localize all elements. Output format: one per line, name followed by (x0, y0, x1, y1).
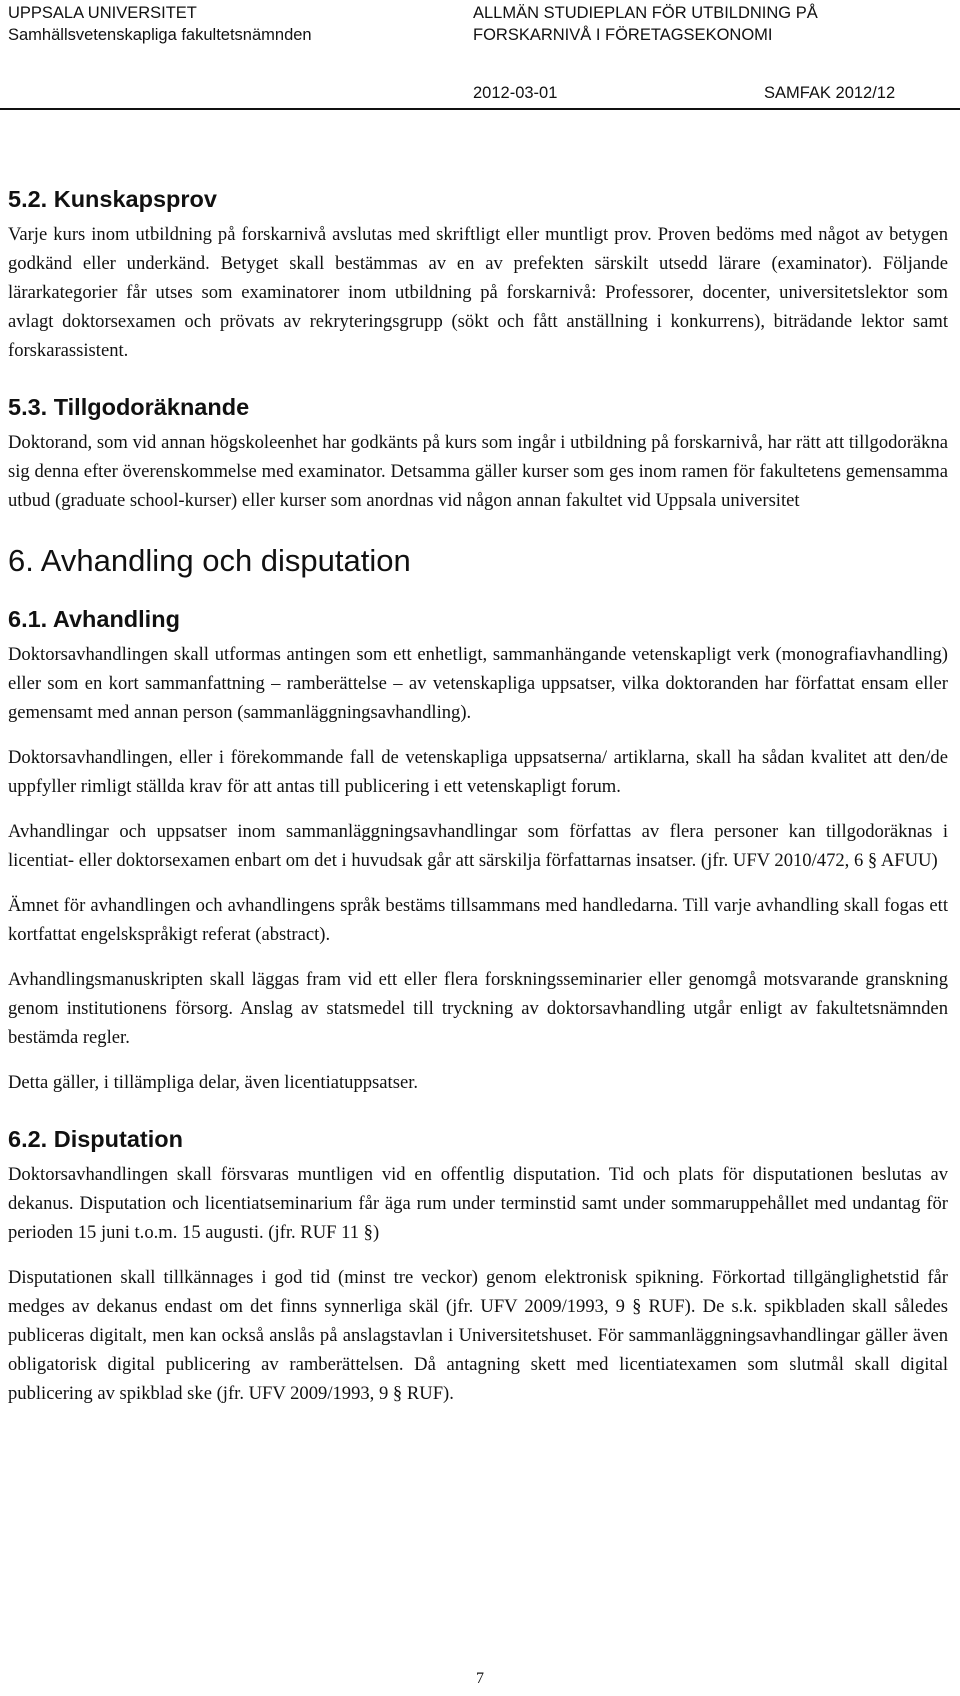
paragraph: Varje kurs inom utbildning på forskarnivå avslutas med skriftligt eller muntligt prov. Proven bedöms med något av betygen godkänd eller underkänd. Betyget skall bestämmas av en av prefekten särskilt utsedd lärare (examinator). Följande lärarkategorier får utses som examinatorer inom utbildning på forskarnivå: Professorer, docenter, universitetslektor som avlagt doktorsexamen och prövats av rekryteringsgrupp (sökt och fått anställning i konkurrens), biträdande lektor samt forskarassistent. (8, 224, 948, 361)
section-heading-6-2: 6.2. Disputation (8, 1126, 183, 1152)
paragraph: Avhandlingar och uppsatser inom sammanläggningsavhandlingar som författas av flera personer kan tillgodoräknas i licentiat- eller doktorsexamen enbart om det i huvudsak går att särskilja författarnas insatser. (jfr. UFV 2010/472, 6 § AFUU) (8, 821, 948, 871)
faculty-name: Samhällsvetenskapliga fakultetsnämnden (8, 26, 312, 44)
page-number: 7 (476, 1670, 484, 1687)
paragraph: Doktorsavhandlingen skall utformas antingen som ett enhetligt, sammanhängande vetenskapligt verk (monografiavhandling) eller som en kort sammanfattning – ramberättelse – av vetenskapliga uppsatser, vilka doktoranden har författat ensam eller gemensamt med annan person (sammanläggningsavhandling). (8, 644, 948, 723)
page-header (0, 0, 960, 112)
paragraph: Avhandlingsmanuskripten skall läggas fram vid ett eller flera forskningsseminarier eller genomgå motsvarande granskning genom institutionens försorg. Anslag av statsmedel till tryckning av doktorsavhandling utgår enligt av fakultetsnämnden bestämda regler. (8, 969, 948, 1048)
header-rule (0, 108, 960, 110)
paragraph: Doktorsavhandlingen skall försvaras muntligen vid en offentlig disputation. Tid och plats för disputationen beslutas av dekanus. Disputation och licentiatseminarium får äga rum under terminstid samt under sommaruppehållet med undantag för perioden 15 juni t.o.m. 15 augusti. (jfr. RUF 11 §) (8, 1164, 948, 1243)
section-heading-5-3: 5.3. Tillgodoräknande (8, 394, 250, 420)
document-title-line-1: ALLMÄN STUDIEPLAN FÖR UTBILDNING PÅ (473, 4, 818, 22)
document-reference: SAMFAK 2012/12 (764, 84, 896, 102)
paragraph: Doktorand, som vid annan högskoleenhet har godkänts på kurs som ingår i utbildning på forskarnivå, har rätt att tillgodoräkna sig denna efter överenskommelse med examinator. Detsamma gäller kurser som ges inom ramen för fakultetens gemensamma utbud (graduate school-kurser) eller kurser som anordnas vid någon annan fakultet vid Uppsala universitet (8, 432, 948, 511)
paragraph: Detta gäller, i tillämpliga delar, även licentiatuppsatser. (8, 1072, 419, 1093)
document-body (8, 183, 948, 1408)
university-name: UPPSALA UNIVERSITET (8, 4, 197, 22)
section-heading-6-1: 6.1. Avhandling (8, 606, 180, 632)
paragraph: Disputationen skall tillkännages i god tid (minst tre veckor) genom elektronisk spikning. Förkortad tillgänglighetstid får medges av dekanus endast om det finns synnerliga skäl (jfr. UFV 2009/1993, 9 § RUF). De s.k. spikbladen skall således publiceras digitalt, men kan också anslås på anslagstavlan i Universitetshuset. För sammanläggningsavhandlingar gäller även obligatorisk digital publicering av ramberättelsen. Då antagning skett med licentiatexamen som slutmål skall digital publicering av spikblad ske (jfr. UFV 2009/1993, 9 § RUF). (8, 1267, 948, 1404)
section-heading-5-2: 5.2. Kunskapsprov (8, 186, 217, 212)
paragraph: Ämnet för avhandlingen och avhandlingens språk bestäms tillsammans med handledarna. Till varje avhandling skall fogas ett kortfattat engelskspråkigt referat (abstract). (8, 895, 948, 945)
document-date: 2012-03-01 (473, 84, 558, 102)
document-title-line-2: FORSKARNIVÅ I FÖRETAGSEKONOMI (473, 26, 773, 44)
paragraph: Doktorsavhandlingen, eller i förekommande fall de vetenskapliga uppsatserna/ artiklarna, skall ha sådan kvalitet att den/de uppfyller rimligt ställda krav för att antas till publicering i ett vetenskapligt forum. (8, 747, 948, 797)
chapter-heading-6: 6. Avhandling och disputation (8, 543, 411, 578)
